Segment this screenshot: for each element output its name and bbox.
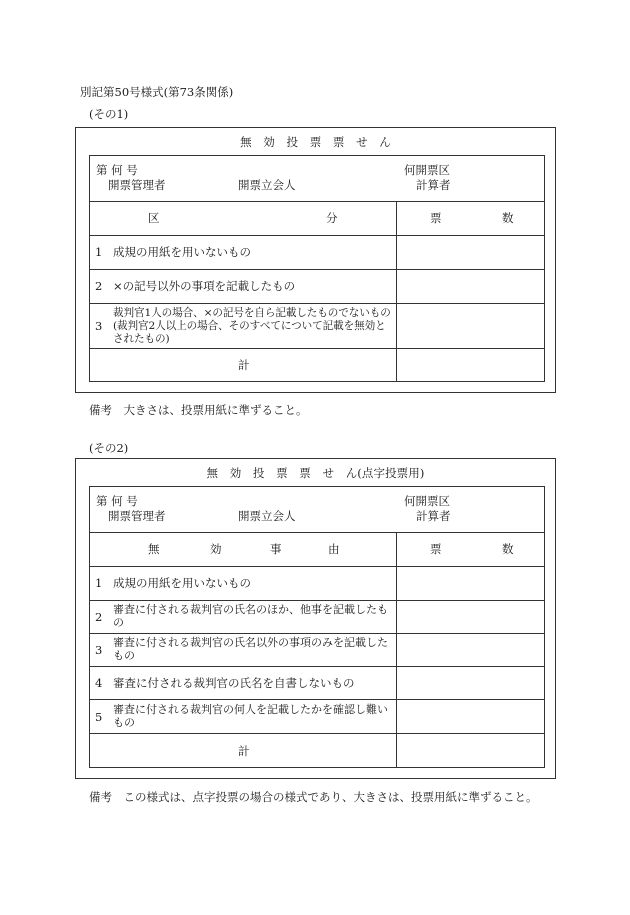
form-1-witness: 開票立会人 [238, 178, 296, 192]
form-1-line [90, 303, 544, 304]
form-2-manager: 開票管理者 [108, 509, 166, 523]
form-1-line [90, 235, 544, 236]
form-1-line [90, 348, 544, 349]
row-number: 4 [95, 676, 103, 690]
form-2-district: 何開票区 [404, 494, 450, 508]
col-header-reason-3: 事 [270, 542, 282, 556]
form-2-dai-gou: 第 何 号 [96, 494, 138, 508]
form-2-line [90, 666, 544, 667]
row-text: 審査に付される裁判官の何人を記載したかを確認し難いもの [113, 703, 388, 729]
form-1-line [90, 269, 544, 270]
part-label-1: (その1) [89, 107, 129, 121]
form-1-title: 無 効 投 票 票 せ ん [240, 135, 391, 149]
form-2-accountant: 計算者 [416, 509, 451, 523]
total-label: 計 [238, 358, 250, 372]
row-text: 審査に付される裁判官の氏名以外の事項のみを記載したもの [113, 636, 388, 662]
form-1-dai-gou: 第 何 号 [96, 163, 138, 177]
row-number: 1 [95, 576, 103, 590]
form-2-col-line [396, 532, 397, 767]
form-title: 別記第50号様式(第73条関係) [80, 85, 234, 99]
note-2: 備考 この様式は、点字投票の場合の様式であり、大きさは、投票用紙に準ずること。 [89, 790, 538, 804]
row-number: 3 [95, 319, 103, 333]
form-2-line [90, 633, 544, 634]
row-text: 審査に付される裁判官の氏名を自書しないもの [113, 676, 355, 690]
col-header-votes: 票 [430, 542, 442, 556]
note-1: 備考 大きさは、投票用紙に準ずること。 [89, 403, 308, 417]
part-label-2: (その2) [89, 441, 129, 455]
form-2-witness: 開票立会人 [238, 509, 296, 523]
form-1-col-line [396, 201, 397, 381]
form-2-title: 無 効 投 票 票 せ ん(点字投票用) [206, 466, 425, 480]
form-1-line [90, 201, 544, 202]
col-header-category: 区 [148, 211, 160, 225]
row-text: 成規の用紙を用いないもの [113, 245, 251, 259]
form-2-line [90, 532, 544, 533]
row-text: 裁判官1人の場合、×の記号を自ら記載したものでないもの(裁判官2人以上の場合、そのすべてについて記載を無効とされたもの) [113, 307, 391, 345]
col-header-reason-1: 無 [148, 542, 160, 556]
row-text: ×の記号以外の事項を記載したもの [113, 279, 296, 293]
form-1-accountant: 計算者 [416, 178, 451, 192]
row-number: 1 [95, 245, 103, 259]
form-1-manager: 開票管理者 [108, 178, 166, 192]
form-2-line [90, 699, 544, 700]
row-text: 成規の用紙を用いないもの [113, 576, 251, 590]
row-number: 5 [95, 710, 103, 724]
col-header-reason-2: 効 [210, 542, 222, 556]
form-2-line [90, 600, 544, 601]
row-number: 3 [95, 643, 103, 657]
row-number: 2 [95, 610, 103, 624]
form-1-box [75, 127, 556, 393]
row-text: 審査に付される裁判官の氏名のほか、他事を記載したもの [113, 603, 388, 629]
form-2-box [75, 458, 556, 779]
total-label: 計 [238, 744, 250, 758]
form-1-district: 何開票区 [404, 163, 450, 177]
form-2-table [89, 486, 545, 768]
col-header-category-2: 分 [326, 211, 338, 225]
col-header-votes-2: 数 [502, 211, 514, 225]
form-2-line [90, 566, 544, 567]
row-number: 2 [95, 279, 103, 293]
form-2-line [90, 733, 544, 734]
col-header-reason-4: 由 [328, 542, 340, 556]
form-1-table [89, 155, 545, 382]
col-header-votes-2: 数 [502, 542, 514, 556]
col-header-votes: 票 [430, 211, 442, 225]
